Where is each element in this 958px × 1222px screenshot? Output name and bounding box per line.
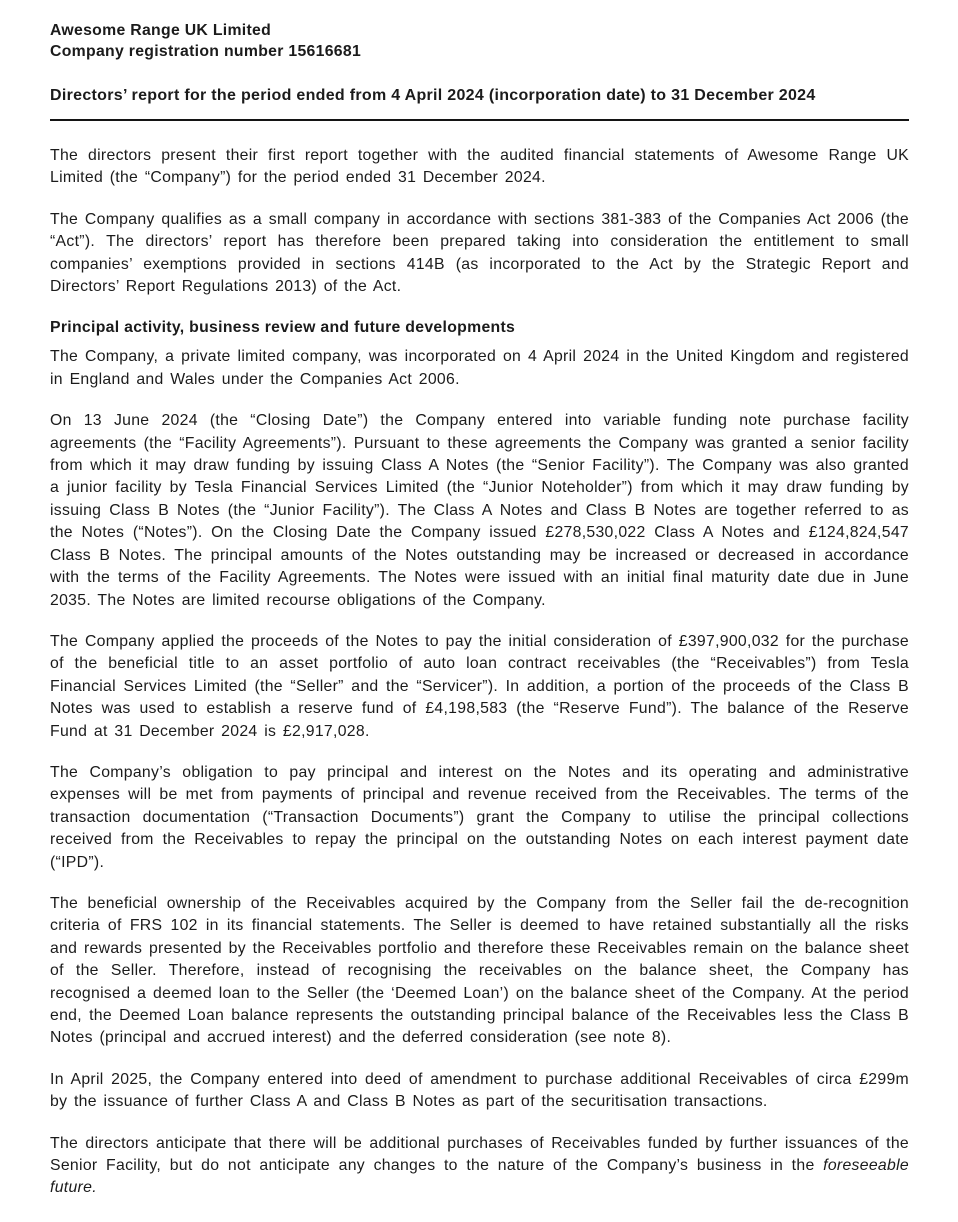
paragraph-deed-of-amendment: In April 2025, the Company entered into deed of amendment to purchase additional Receivables of circa £299m by the issuance of further Class A and Class B Notes as part of the securitisation transactions. bbox=[50, 1070, 909, 1111]
company-name: Awesome Range UK Limited bbox=[50, 22, 272, 39]
report-title: Directors’ report for the period ended from 4 April 2024 (incorporation date) to 31 December 2024 bbox=[50, 87, 816, 104]
paragraph-small-company-exemptions: The Company qualifies as a small company in accordance with sections 381-383 of the Companies Act 2006 (the “Act”). The directors’ report has therefore been prepared taking into consideration the entitlement to small companies’ exemptions provided in sections 414B (as incorporated to the Act by the Strategic Report and Directors’ Report Regulations 2013) of the Act. bbox=[50, 210, 909, 296]
paragraph-future-outlook bbox=[50, 1133, 909, 1200]
paragraph-notes-proceeds: The Company applied the proceeds of the Notes to pay the initial consideration of £397,900,032 for the purchase of the beneficial title to an asset portfolio of auto loan contract receivables (the “Receivables”) from Tesla Financial Services Limited (the “Seller” and the “Servicer”). In addition, a portion of the proceeds of the Class B Notes was used to establish a reserve fund of £4,198,583 (the “Reserve Fund”). The balance of the Reserve Fund at 31 December 2024 is £2,917,028. bbox=[50, 632, 909, 740]
report-body bbox=[50, 145, 909, 1200]
section-heading-principal-activity: Principal activity, business review and future developments bbox=[50, 319, 516, 337]
document-header bbox=[50, 20, 909, 62]
paragraph-deemed-loan: The beneficial ownership of the Receivables acquired by the Company from the Seller fail the de-recognition criteria of FRS 102 in its financial statements. The Seller is deemed to have retained substantially all the risks and rewards presented by the Receivables portfolio and therefore these Receivables remain on the balance sheet of the Seller. Therefore, instead of recognising the receivables on the balance sheet, the Company has recognised a deemed loan to the Seller (the ‘Deemed Loan’) on the balance sheet of the Company. At the period end, the Deemed Loan balance represents the outstanding principal balance of the Receivables less the Class B Notes (principal and accrued interest) and the deferred consideration (see note 8). bbox=[50, 894, 909, 1047]
paragraph-company-obligations: The Company’s obligation to pay principal and interest on the Notes and its operating and administrative expenses will be met from payments of principal and revenue received from the Receivables. The terms of the transaction documentation (“Transaction Documents”) grant the Company to utilise the principal collections received from the Receivables to repay the principal on the outstanding Notes on each interest payment date (“IPD”). bbox=[50, 763, 909, 871]
company-registration-number: Company registration number 15616681 bbox=[50, 43, 362, 60]
paragraph-intro: The directors present their first report together with the audited financial statements of Awesome Range UK Limited (the “Company”) for the period ended 31 December 2024. bbox=[50, 147, 909, 187]
future-outlook-text: The directors anticipate that there will be additional purchases of Receivables funded by further issuances of the Senior Facility, but do not anticipate any changes to the nature of the Company’s business in the bbox=[50, 1134, 909, 1175]
paragraph-incorporation: The Company, a private limited company, was incorporated on 4 April 2024 in the United Kingdom and registered in England and Wales under the Companies Act 2006. bbox=[50, 348, 909, 388]
paragraph-facility-agreements: On 13 June 2024 (the “Closing Date”) the Company entered into variable funding note purchase facility agreements (the “Facility Agreements”). Pursuant to these agreements the Company was granted a senior facility from which it may draw funding by issuing Class A Notes (the “Senior Facility”). The Company was also granted a junior facility by Tesla Financial Services Limited (the “Junior Noteholder”) from which it may draw funding by issuing Class B Notes (the “Junior Facility”). The Class A Notes and Class B Notes are together referred to as the Notes (“Notes”). On the Closing Date the Company issued £278,530,022 Class A Notes and £124,824,547 Class B Notes. The principal amounts of the Notes outstanding may be increased or decreased in accordance with the terms of the Facility Agreements. The Notes were issued with an initial final maturity date due in June 2035. The Notes are limited recourse obligations of the Company. bbox=[50, 412, 909, 609]
future-outlook-italic-text: foreseeable future. bbox=[50, 1157, 909, 1197]
title-divider-rule bbox=[50, 119, 909, 121]
